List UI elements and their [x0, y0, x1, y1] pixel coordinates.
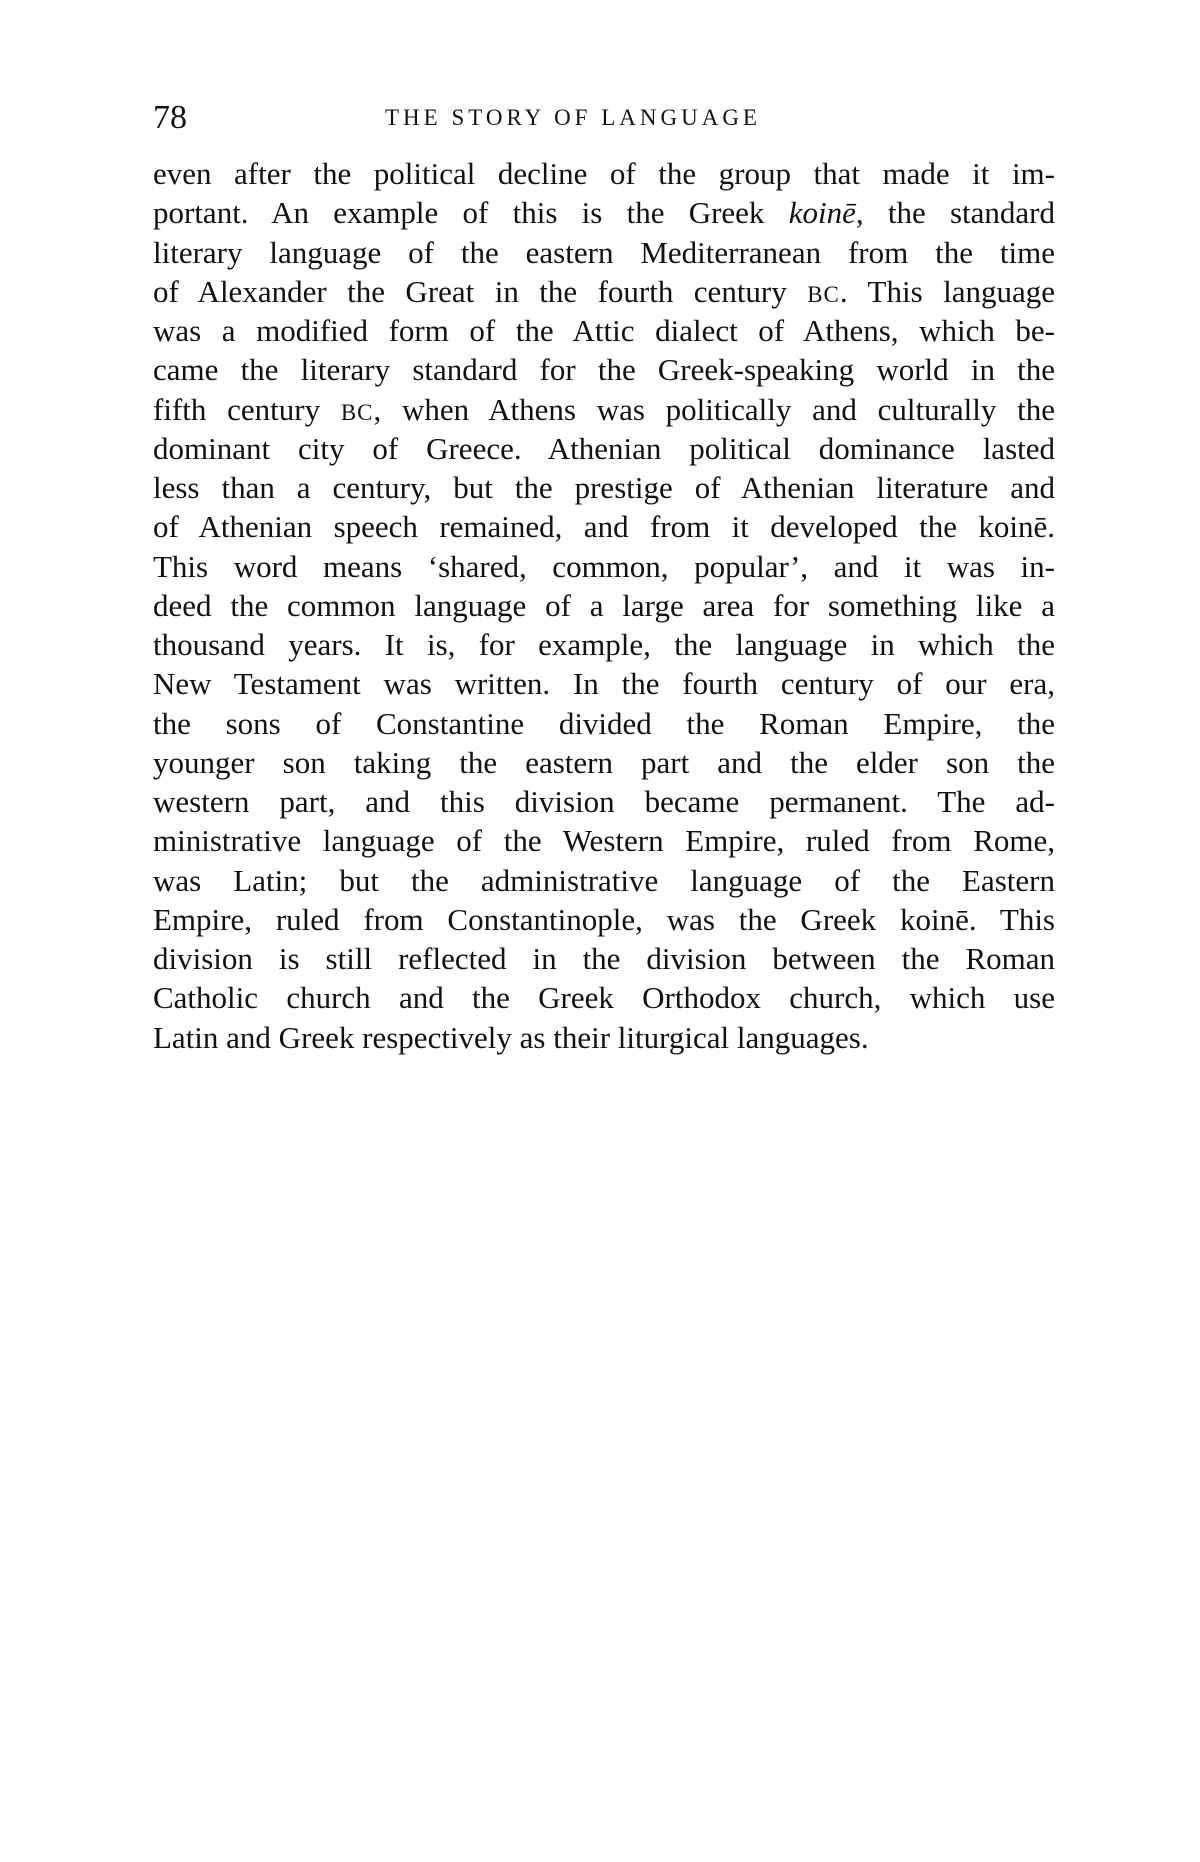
text-line: This word means ‘shared, common, popular’, and it was in-	[153, 548, 1055, 584]
text-line: portant. An example of this is the Greek koinē, the standard	[153, 195, 1055, 231]
text-line: ministrative language of the Western Empire, ruled from Rome,	[153, 823, 1055, 859]
text-line: Catholic church and the Greek Orthodox church, which use	[153, 980, 1055, 1016]
page-number: 78	[153, 99, 187, 136]
text-line: came the literary standard for the Greek-speaking world in the	[153, 352, 1055, 388]
text-line: less than a century, but the prestige of Athenian literature and	[153, 470, 1055, 505]
text-line: New Testament was written. In the fourth century of our era,	[153, 666, 1055, 702]
text-line: literary language of the eastern Mediterranean from the time	[153, 234, 1055, 270]
text-line: was a modified form of the Attic dialect of Athens, which be-	[153, 313, 1055, 348]
running-title: THE STORY OF LANGUAGE	[385, 105, 761, 130]
text-line: of Alexander the Great in the fourth century BC. This language	[153, 273, 1055, 309]
text-line: of Athenian speech remained, and from it developed the koinē.	[153, 509, 1055, 545]
text-line: even after the political decline of the group that made it im-	[153, 156, 1055, 191]
text-line: dominant city of Greece. Athenian political dominance lasted	[153, 430, 1055, 466]
text-line: thousand years. It is, for example, the language in which the	[153, 627, 1055, 662]
text-line: the sons of Constantine divided the Roman Empire, the	[153, 705, 1055, 741]
text-line: deed the common language of a large area for something like a	[153, 587, 1055, 623]
text-line: fifth century BC, when Athens was politically and culturally the	[153, 391, 1056, 427]
text-line: Latin and Greek respectively as their liturgical languages.	[153, 1019, 869, 1055]
text-line: younger son taking the eastern part and the elder son the	[153, 744, 1055, 780]
running-head	[153, 98, 1053, 138]
text-line: division is still reflected in the division between the Roman	[153, 941, 1055, 976]
body-paragraph	[153, 154, 1055, 1057]
text-line: Empire, ruled from Constantinople, was the Greek koinē. This	[153, 901, 1055, 937]
text-line: was Latin; but the administrative language of the Eastern	[153, 862, 1055, 898]
text-line: western part, and this division became permanent. The ad-	[153, 784, 1055, 819]
